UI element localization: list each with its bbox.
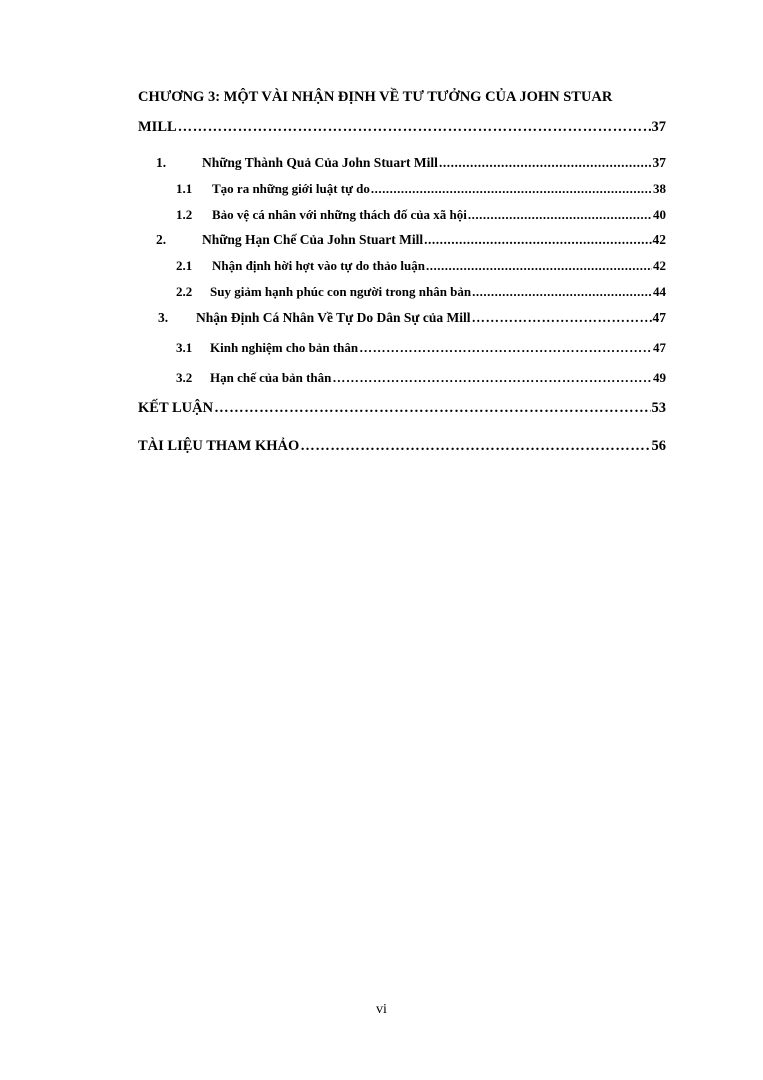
dot-leader: [472, 309, 652, 327]
toc-entry-number: 1.2: [176, 207, 193, 222]
toc-entry-page: 42: [653, 258, 666, 273]
toc-entry-number: 1.1: [176, 181, 193, 196]
dot-leader: [424, 231, 651, 249]
toc-entry-title: Nhận Định Cá Nhân Về Tự Do Dân Sự của Mill: [196, 310, 471, 325]
toc-entry-page: 37: [652, 155, 666, 170]
toc-entry-number: 2.2: [176, 284, 193, 299]
toc-entry-3: [138, 309, 666, 327]
toc-entry-number: 1.: [156, 155, 167, 170]
dot-leader: [439, 154, 652, 172]
toc-entry-3-1: [138, 339, 666, 357]
page-number: vi: [376, 1002, 387, 1017]
toc-entry-number: 2.: [156, 232, 167, 247]
toc-entry-title: Suy giảm hạnh phúc con người trong nhân bản: [210, 284, 472, 299]
dot-leader: [332, 369, 652, 387]
toc-entry-title: MILL: [138, 119, 177, 135]
toc-entry-page: 40: [653, 207, 666, 222]
dot-leader: [371, 180, 652, 198]
toc-entry-page: 47: [653, 340, 666, 355]
toc-entry-1-2: [138, 206, 666, 224]
toc-entry-title: Bảo vệ cá nhân với những thách đố của xã hội: [212, 207, 467, 222]
toc-entry-title: Những Hạn Chế Của John Stuart Mill: [202, 232, 424, 247]
toc-entry-title: KẾT LUẬN: [138, 400, 214, 416]
toc-entry-1-1: [138, 180, 666, 198]
toc-entry-references: [138, 437, 666, 455]
dot-leader: [359, 339, 652, 357]
dot-leader: [426, 257, 652, 275]
toc-entry-page: 42: [652, 232, 666, 247]
toc-entry-2: [138, 231, 666, 249]
toc-entry-conclusion: [138, 399, 666, 417]
toc-entry-page: 49: [653, 370, 666, 385]
dot-leader: [214, 399, 650, 417]
toc-entry-title: Nhận định hời hợt vào tự do thảo luận: [212, 258, 425, 273]
chapter-3-heading-line2: [138, 118, 666, 136]
toc-entry-2-1: [138, 257, 666, 275]
toc-entry-page: 44: [653, 284, 666, 299]
chapter-3-heading-line1: CHƯƠNG 3: MỘT VÀI NHẬN ĐỊNH VỀ TƯ TƯỞNG CỦA JOHN STUAR: [138, 89, 613, 105]
toc-entry-page: 38: [653, 181, 666, 196]
toc-entry-page: 47: [652, 310, 666, 325]
toc-entry-1: [138, 154, 666, 172]
toc-entry-2-2: [138, 283, 666, 301]
toc-entry-page: 53: [651, 400, 666, 416]
toc-entry-number: 3.2: [176, 370, 193, 385]
dot-leader: [178, 118, 651, 136]
toc-entry-number: 3.1: [176, 340, 193, 355]
dot-leader: [300, 437, 650, 455]
toc-entry-title: Tạo ra những giới luật tự do: [212, 181, 370, 196]
toc-entry-title: Kinh nghiệm cho bản thân: [210, 340, 359, 355]
toc-entry-title: Những Thành Quả Của John Stuart Mill: [202, 155, 438, 170]
toc-entry-title: TÀI LIỆU THAM KHẢO: [138, 438, 300, 454]
toc-entry-page: 56: [651, 438, 666, 454]
toc-entry-3-2: [138, 369, 666, 387]
toc-entry-number: 3.: [158, 310, 169, 325]
dot-leader: [472, 283, 652, 301]
toc-entry-title: Hạn chế của bản thân: [210, 370, 332, 385]
toc-entry-number: 2.1: [176, 258, 193, 273]
dot-leader: [468, 206, 652, 224]
toc-entry-page: 37: [651, 119, 666, 135]
